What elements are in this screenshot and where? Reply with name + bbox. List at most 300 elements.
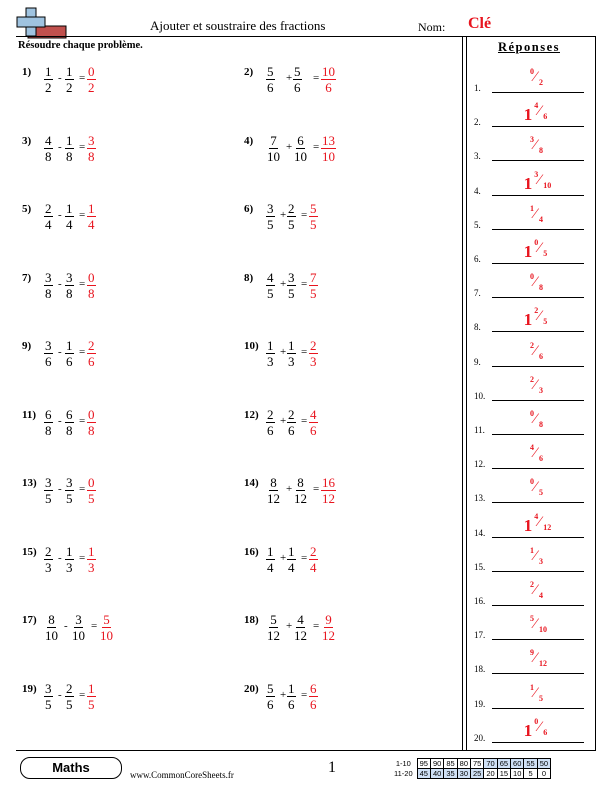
numerator: 3 [45,338,52,353]
numerator: 5 [267,64,274,79]
answer-denominator: 6 [543,727,548,737]
fraction [293,133,308,164]
answer-number: 1. [474,83,481,93]
denominator: 4 [267,559,274,575]
numerator: 0 [88,475,95,490]
numerator: 2 [267,406,274,422]
problem [22,407,222,447]
denominator: 5 [66,491,73,506]
answer-denominator: 8 [539,283,543,293]
operator: - [58,209,62,221]
answer-value [492,69,584,91]
denominator: 4 [66,217,73,232]
answer-numerator: 0 [530,67,534,76]
fraction [65,475,74,506]
fraction [44,64,53,95]
numerator: 0 [88,406,95,422]
footer-divider [16,750,596,751]
answer-row [472,540,592,574]
equals-sign: = [313,140,320,153]
denominator: 12 [322,628,335,643]
denominator: 5 [88,696,95,712]
denominator: 5 [45,696,52,712]
score-cell: 60 [511,759,524,769]
fraction [293,612,308,643]
denominator: 10 [267,148,280,164]
answer-line [492,434,584,435]
denominator: 4 [288,559,295,575]
result-fraction [309,681,318,712]
denominator: 12 [322,491,335,506]
answer-row [472,129,592,163]
score-table [392,758,551,779]
fraction [266,64,275,95]
fraction [44,544,53,575]
answer-fraction [532,103,552,125]
problem [22,681,222,721]
answer-fraction [528,582,548,604]
numerator: 3 [66,475,73,490]
operator: - [58,72,62,84]
answer-number: 9. [474,356,481,367]
denominator: 3 [45,559,52,575]
answer-number: 15. [474,561,486,572]
answer-line [492,673,584,674]
operator: + [280,209,287,221]
result-fraction [309,270,318,301]
numerator: 8 [270,475,277,490]
denominator: 3 [66,559,73,575]
operator: - [58,414,62,427]
denominator: 5 [310,285,317,301]
equals-sign: = [313,483,320,495]
denominator: 10 [322,148,335,164]
denominator: 4 [45,217,52,232]
answer-number: 12. [474,459,486,470]
fraction [71,612,86,643]
fraction [44,338,53,369]
numerator: 3 [267,201,274,216]
fraction [287,407,296,438]
denominator: 8 [88,148,95,164]
answer-whole: 1 [523,515,533,535]
denominator: 12 [294,628,307,643]
equals-sign: = [301,688,308,701]
numerator: 2 [66,680,73,696]
problem-number: 9) [22,340,32,352]
answer-denominator: 12 [543,522,552,532]
answer-denominator: 2 [539,78,543,87]
fraction-slash: ⁄ [534,684,537,701]
score-cell: 75 [471,759,484,769]
answer-row [472,711,592,745]
numerator: 9 [325,612,332,627]
numerator: 1 [288,338,295,353]
result-fraction [87,544,96,575]
answer-fraction [532,240,552,262]
numerator: 1 [288,680,295,696]
denominator: 4 [88,217,95,232]
operator: - [58,688,62,701]
answer-row [472,95,592,129]
denominator: 8 [88,285,95,301]
problem [22,612,222,652]
result-fraction [87,407,96,438]
equals-sign: = [313,620,320,632]
answer-denominator: 10 [543,180,552,190]
answer-value [492,650,584,672]
equals-sign: = [79,688,86,701]
denominator: 4 [310,559,317,575]
numerator: 5 [270,612,277,627]
problem [244,475,444,515]
answer-line [492,331,584,332]
name-label: Nom: [418,20,446,34]
answer-line [492,742,584,743]
answer-row [472,369,592,403]
denominator: 10 [45,628,58,643]
numerator: 3 [45,680,52,696]
page-title: Ajouter et soustraire des fractions [150,18,326,33]
numerator: 1 [66,132,73,148]
answer-value [492,511,584,536]
answer-whole: 1 [523,105,533,125]
fraction-slash: ⁄ [534,616,537,633]
fraction-slash: ⁄ [534,582,537,598]
fraction [44,475,53,506]
answer-number: 10. [474,390,486,401]
numerator: 3 [75,612,82,627]
answer-denominator: 3 [539,556,543,566]
answer-value [492,103,584,125]
answer-denominator: 8 [539,146,543,156]
problem-number: 19) [22,682,37,695]
denominator: 6 [267,696,274,712]
fraction [293,475,308,506]
denominator: 6 [288,422,295,438]
result-fraction [309,407,318,438]
fraction [44,270,53,301]
numerator: 6 [66,406,73,422]
numerator: 5 [310,201,317,216]
equals-sign: = [79,209,86,221]
numerator: 1 [66,543,73,559]
fraction [266,407,275,438]
operator: - [58,277,62,290]
operator: + [286,483,293,495]
answer-number: 11. [474,425,485,435]
answer-value [492,411,584,433]
answer-fraction [528,616,548,638]
page-number: 1 [328,759,336,776]
answer-line [492,126,584,127]
numerator: 8 [297,475,304,490]
numerator: 2 [288,406,295,422]
answers-title: Réponses [497,40,560,54]
fraction-slash: ⁄ [538,308,541,325]
answer-number: 6. [474,254,481,264]
problem [22,475,222,515]
denominator: 5 [267,217,274,232]
numerator: 16 [322,475,335,490]
denominator: 8 [88,422,95,438]
denominator: 12 [267,628,280,643]
answer-fraction [528,203,548,228]
answer-numerator: 4 [534,511,539,521]
numerator: 1 [288,543,295,559]
answer-value [492,479,584,501]
problem [22,338,222,378]
answer-fraction [532,511,552,536]
score-cell: 55 [524,759,537,769]
equals-sign: = [301,414,308,427]
answer-number: 19. [474,698,486,709]
problem-number: 16) [244,545,259,558]
answer-number: 18. [474,664,486,675]
answer-fraction [528,340,548,365]
answer-fraction [528,545,548,570]
equals-sign: = [301,277,308,290]
denominator: 6 [88,354,95,369]
answer-line [492,502,584,503]
answer-value [492,203,584,228]
problem-number: 18) [244,614,259,626]
site-url: www.CommonCoreSheets.fr [130,770,234,780]
score-cell: 35 [444,769,457,779]
answer-value [492,137,584,159]
numerator: 4 [310,406,317,422]
operator: - [58,551,62,564]
fraction [65,133,74,164]
fraction [65,544,74,575]
score-cell: 10 [511,769,524,779]
numerator: 0 [88,269,95,285]
denominator: 8 [45,285,52,301]
fraction-slash: ⁄ [534,69,537,85]
denominator: 5 [45,491,52,506]
fraction [287,544,296,575]
denominator: 3 [310,354,317,369]
answer-number: 3. [474,151,481,162]
answer-numerator: 2 [530,580,534,589]
equals-sign: = [91,620,98,632]
answer-fraction [528,445,548,467]
answer-fraction [532,716,552,741]
operator: + [286,140,293,153]
denominator: 5 [288,217,295,232]
equals-sign: = [79,346,86,358]
answer-line [492,160,584,161]
answer-denominator: 10 [539,625,547,635]
answer-value [492,682,584,707]
answer-numerator: 1 [530,682,534,692]
answer-value [492,374,584,399]
fraction [44,681,53,712]
answer-number: 4. [474,185,481,196]
answer-line [492,263,584,264]
fraction [44,133,53,164]
problem [244,133,444,173]
denominator: 2 [88,80,95,95]
denominator: 6 [288,696,295,712]
answer-row [472,300,592,334]
answer-numerator: 0 [530,477,534,487]
equals-sign: = [301,209,308,221]
numerator: 2 [310,338,317,353]
denominator: 6 [310,696,317,712]
answer-row [472,506,592,540]
operator: + [280,277,287,290]
denominator: 5 [267,285,274,301]
answer-row [472,437,592,471]
fraction [266,612,281,643]
result-fraction [321,64,336,95]
problem [244,612,444,652]
numerator: 5 [267,680,274,696]
denominator: 10 [294,148,307,164]
answer-row [472,677,592,711]
fraction-slash: ⁄ [534,650,537,667]
result-fraction [87,681,96,712]
problem-number: 10) [244,340,259,352]
answer-value [492,274,584,296]
denominator: 8 [66,285,73,301]
numerator: 5 [103,612,110,627]
equals-sign: = [79,483,86,495]
answer-row [472,608,592,642]
answer-fraction [528,274,548,296]
operator: + [286,72,293,84]
fraction [266,133,281,164]
denominator: 12 [294,491,307,506]
fraction-slash: ⁄ [538,513,541,530]
answer-numerator: 1 [530,203,534,213]
denominator: 5 [288,285,295,301]
problem [244,338,444,378]
answer-value [492,616,584,638]
problem-number: 4) [244,134,254,147]
numerator: 3 [66,269,73,285]
numerator: 3 [288,269,295,285]
score-cell: 70 [484,759,497,769]
operator: + [280,551,287,564]
numerator: 10 [322,64,335,79]
problem [244,544,444,584]
equals-sign: = [79,551,86,564]
fraction [287,338,296,369]
answer-line [492,229,584,230]
answer-denominator: 5 [539,693,543,703]
answer-line [492,297,584,298]
answer-numerator: 0 [530,272,534,282]
denominator: 5 [66,696,73,712]
answer-numerator: 0 [534,716,539,726]
numerator: 5 [294,64,301,79]
fraction [44,201,53,232]
result-fraction [87,338,96,369]
score-row-label: 1-10 [395,759,411,768]
score-cell: 25 [471,769,484,779]
denominator: 5 [88,491,95,506]
fraction [65,64,74,95]
answer-numerator: 2 [530,340,534,350]
problem-number: 14) [244,477,259,489]
problem-number: 1) [22,66,32,78]
problem-number: 3) [22,134,32,147]
fraction [266,338,275,369]
fraction [65,270,74,301]
denominator: 3 [267,354,274,369]
problem [22,201,222,241]
answer-row [472,335,592,369]
answer-line [492,366,584,367]
numerator: 4 [297,612,304,627]
denominator: 6 [267,80,274,95]
numerator: 1 [66,338,73,353]
score-cell: 90 [430,759,443,769]
denominator: 8 [66,148,73,164]
numerator: 6 [310,680,317,696]
answer-number: 17. [474,630,486,641]
result-fraction [87,201,96,232]
answer-fraction [532,169,552,194]
problem-number: 12) [244,408,259,421]
numerator: 1 [88,201,95,216]
problem-number: 11) [22,408,37,421]
answer-value [492,308,584,330]
answer-number: 2. [474,117,481,128]
score-row [392,759,551,769]
answer-row [472,198,592,232]
score-row [392,769,551,779]
fraction [266,201,275,232]
answer-row [472,61,592,95]
problem [244,201,444,241]
problem-number: 7) [22,271,32,284]
answer-numerator: 3 [530,135,534,145]
fraction-slash: ⁄ [538,103,541,120]
answer-fraction [532,308,552,330]
problem [244,64,444,104]
answer-numerator: 3 [534,169,539,179]
score-cell: 0 [537,769,550,779]
fraction-slash: ⁄ [534,342,537,359]
answer-row [472,232,592,266]
answer-line [492,537,584,538]
numerator: 4 [45,132,52,148]
answer-line [492,400,584,401]
name-value: Clé [468,15,492,32]
numerator: 1 [88,680,95,696]
result-fraction [309,201,318,232]
fraction [293,64,302,95]
result-fraction [321,475,336,506]
problem [244,681,444,721]
answer-denominator: 12 [539,659,547,669]
score-cell: 5 [524,769,537,779]
denominator: 8 [45,422,52,438]
answer-value [492,340,584,365]
denominator: 2 [66,80,73,95]
answer-value [492,445,584,467]
operator: - [64,620,68,632]
fraction [287,201,296,232]
denominator: 2 [45,80,52,95]
problem-number: 13) [22,477,37,489]
fraction [65,201,74,232]
numerator: 1 [267,543,274,559]
operator: + [280,414,287,427]
